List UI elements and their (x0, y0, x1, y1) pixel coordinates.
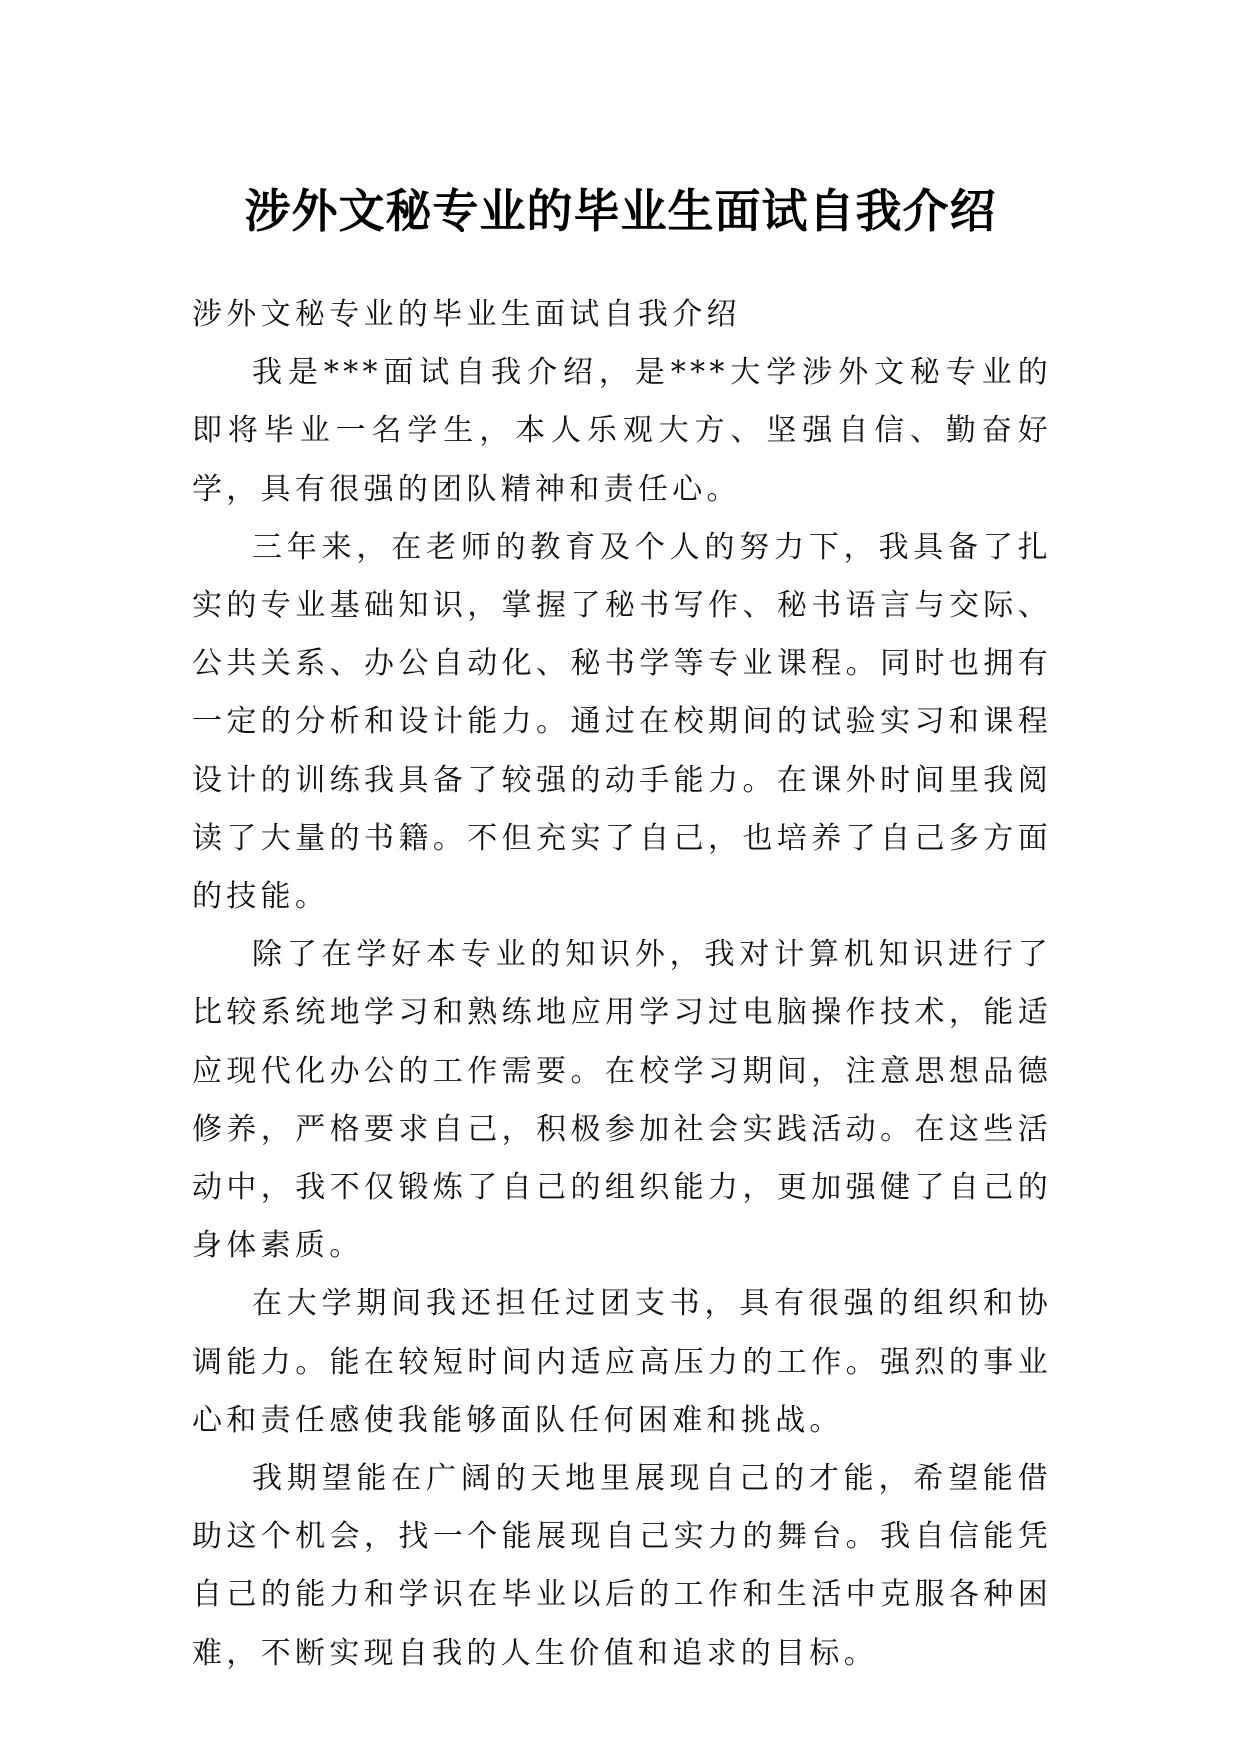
document-title: 涉外文秘专业的毕业生面试自我介绍 (244, 183, 997, 238)
document-subtitle: 涉外文秘专业的毕业生面试自我介绍 (192, 297, 741, 332)
paragraph-5: 我期望能在广阔的天地里展现自己的才能，希望能借助这个机会，找一个能展现自己实力的舞台。我自信能凭自己的能力和学识在毕业以后的工作和生活中克服各种困难，不断实现自我的人生价值和追求的目标。 (192, 1461, 1052, 1671)
paragraph-2: 三年来，在老师的教育及个人的努力下，我具备了扎实的专业基础知识，掌握了秘书写作、秘书语言与交际、公共关系、办公自动化、秘书学等专业课程。同时也拥有一定的分析和设计能力。通过在校期间的试验实习和课程设计的训练我具备了较强的动手能力。在课外时间里我阅读了大量的书籍。不但充实了自己，也培养了自己多方面的技能。 (192, 529, 1052, 915)
paragraph-3: 除了在学好本专业的知识外，我对计算机知识进行了比较系统地学习和熟练地应用学习过电脑操作技术，能适应现代化办公的工作需要。在校学习期间，注意思想品德修养，严格要求自己，积极参加社会实践活动。在这些活动中，我不仅锻炼了自己的组织能力，更加强健了自己的身体素质。 (192, 937, 1052, 1264)
document-body (192, 286, 1052, 1683)
paragraph-1: 我是***面试自我介绍，是***大学涉外文秘专业的即将毕业一名学生，本人乐观大方、坚强自信、勤奋好学，具有很强的团队精神和责任心。 (192, 355, 1052, 507)
paragraph-4: 在大学期间我还担任过团支书，具有很强的组织和协调能力。能在较短时间内适应高压力的工作。强烈的事业心和责任感使我能够面队任何困难和挑战。 (192, 1286, 1052, 1438)
